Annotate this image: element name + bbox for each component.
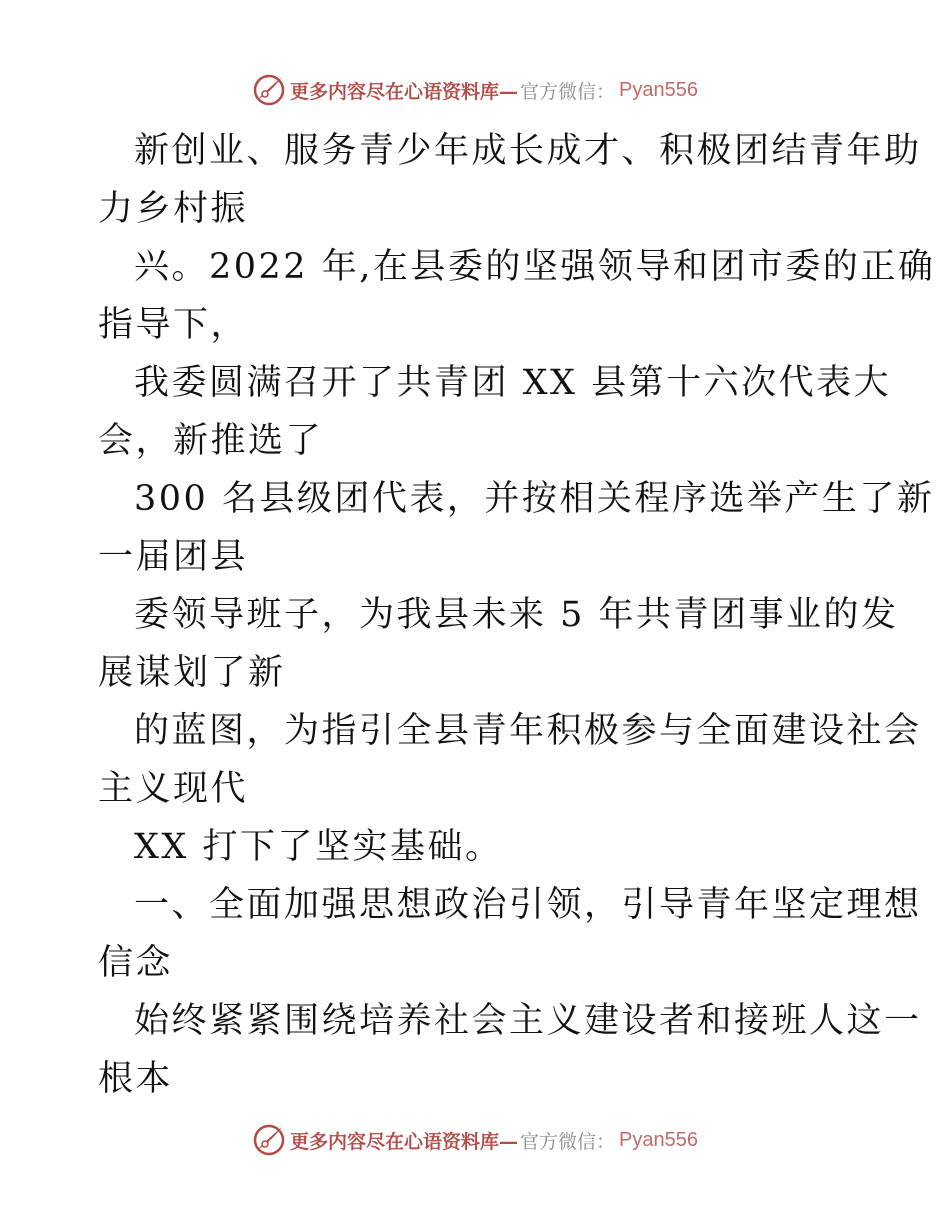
quill-pen-logo-icon bbox=[252, 73, 286, 107]
footer-wechat-id: Pyan556 bbox=[619, 1128, 698, 1151]
body-line: 我委圆满召开了共青团 XX 县第十六次代表大 bbox=[134, 363, 892, 403]
body-line: 300 名县级团代表，并按相关程序选举产生了新 bbox=[134, 479, 935, 519]
footer-wechat-label: 官方微信： bbox=[520, 1130, 616, 1153]
body-line: 会，新推选了 bbox=[98, 421, 324, 461]
header-wechat-label: 官方微信： bbox=[520, 80, 616, 103]
header-banner bbox=[0, 70, 950, 110]
document-body bbox=[98, 122, 936, 1108]
body-line: 展谋划了新 bbox=[98, 653, 286, 693]
section-heading-line: 信念 bbox=[98, 943, 174, 983]
body-line: 一届团县 bbox=[98, 537, 249, 577]
body-line: 兴。2022 年,在县委的坚强领导和团市委的正确 bbox=[134, 247, 936, 287]
body-line: 指导下， bbox=[98, 305, 249, 345]
footer-banner bbox=[0, 1120, 950, 1160]
header-banner-text: 更多内容尽在心语资料库— bbox=[290, 80, 519, 103]
body-line: 力乡村振 bbox=[98, 189, 249, 229]
body-line: 的蓝图，为指引全县青年积极参与全面建设社会 bbox=[134, 711, 922, 751]
body-line: 根本 bbox=[98, 1059, 174, 1099]
body-line: XX 打下了坚实基础。 bbox=[134, 827, 503, 867]
body-line: 主义现代 bbox=[98, 769, 249, 809]
body-line: 委领导班子，为我县未来 5 年共青团事业的发 bbox=[134, 595, 899, 635]
header-wechat-id: Pyan556 bbox=[619, 78, 698, 101]
section-heading-line: 一、全面加强思想政治引领，引导青年坚定理想 bbox=[134, 885, 922, 925]
quill-pen-logo-icon bbox=[252, 1123, 286, 1157]
footer-banner-text: 更多内容尽在心语资料库— bbox=[290, 1130, 519, 1153]
body-line: 始终紧紧围绕培养社会主义建设者和接班人这一 bbox=[134, 1001, 922, 1041]
body-line: 新创业、服务青少年成长成才、积极团结青年助 bbox=[134, 131, 922, 171]
